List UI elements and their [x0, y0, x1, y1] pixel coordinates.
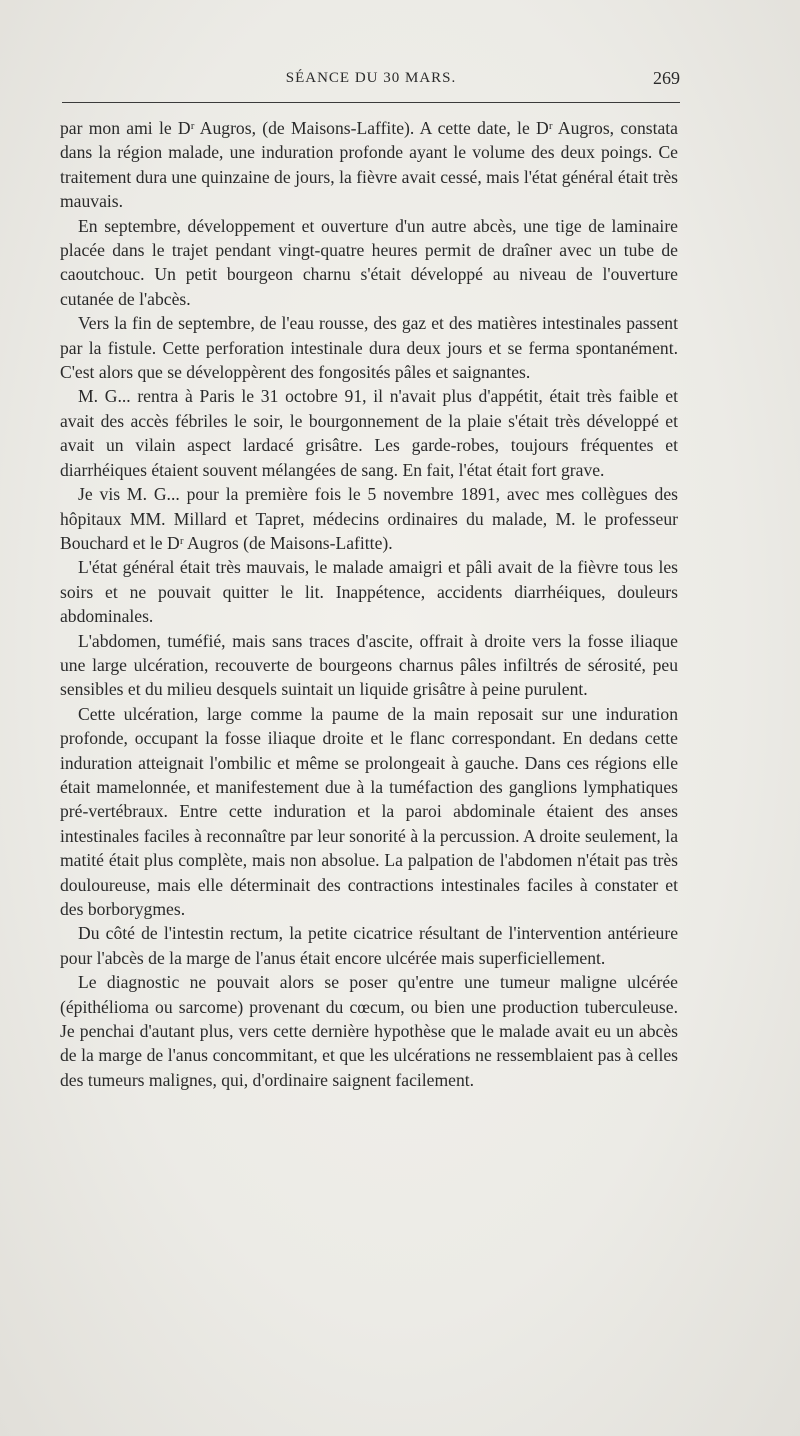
- paragraph: Le diagnostic ne pouvait alors se poser qu'entre une tumeur maligne ulcérée (épithélioma ou sarcome) provenant du cœcum, ou bien une production tuberculeuse. Je penchai d'autant plus, vers cette dernière hypothèse que le malade avait eu un abcès de la marge de l'anus concommitant, et que les ulcérations ne ressemblaient pas à celles des tumeurs malignes, qui, d'ordinaire saignent facilement.: [60, 972, 678, 1090]
- body-text: [60, 116, 678, 1092]
- paragraph: M. G... rentra à Paris le 31 octobre 91, il n'avait plus d'appétit, était très faible et avait des accès fébriles le soir, le bourgonnement de la plaie s'était très développé et avait un vilain aspect lardacé grisâtre. Les garde-robes, toujours fréquentes et diarrhéiques étaient souvent mélangées de sang. En fait, l'état était fort grave.: [60, 386, 678, 480]
- paragraph: Du côté de l'intestin rectum, la petite cicatrice résultant de l'intervention antérieure pour l'abcès de la marge de l'anus était encore ulcérée mais superficiellement.: [60, 923, 678, 968]
- running-head: SÉANCE DU 30 MARS.: [285, 70, 457, 86]
- header-rule: [62, 102, 680, 103]
- paragraph: Vers la fin de septembre, de l'eau rousse, des gaz et des matières intestinales passent par la fistule. Cette perforation intestinale dura deux jours et se ferma spontanément. C'est alors que se développèrent des fongosités pâles et saignantes.: [60, 313, 678, 383]
- paragraph: Cette ulcération, large comme la paume de la main reposait sur une induration profonde, occupant la fosse iliaque droite et le flanc correspondant. En dedans cette induration atteignait l'ombilic et même se prolongeait à gauche. Dans ces régions elle était mamelonnée, et manifestement due à la tuméfaction des ganglions lymphatiques pré-vertébraux. Entre cette induration et la paroi abdominale étaient des anses intestinales faciles à reconnaître par leur sonorité à la percussion. A droite seulement, la matité était plus complète, mais non absolue. La palpation de l'abdomen n'était pas très douloureuse, mais elle déterminait des contractions intestinales faciles à constater et des borborygmes.: [60, 703, 678, 919]
- paragraph: Je vis M. G... pour la première fois le 5 novembre 1891, avec mes collègues des hôpitaux MM. Millard et Tapret, médecins ordinaires du malade, M. le professeur Bouchard et le Dʳ Augros (de Maisons-Lafitte).: [60, 484, 678, 553]
- paragraph: par mon ami le Dʳ Augros, (de Maisons-Laffite). A cette date, le Dʳ Augros, constata dans la région malade, une induration profonde ayant le volume des deux poings. Ce traitement dura une quinzaine de jours, la fièvre avait cessé, mais l'état général était très mauvais.: [60, 118, 678, 212]
- paragraph: En septembre, développement et ouverture d'un autre abcès, une tige de laminaire placée dans le trajet pendant vingt-quatre heures permit de draîner avec un tube de caoutchouc. Un petit bourgeon charnu s'était développé au niveau de l'ouverture cutanée de l'abcès.: [60, 215, 678, 309]
- page-number: 269: [653, 68, 680, 88]
- paragraph: L'abdomen, tuméfié, mais sans traces d'ascite, offrait à droite vers la fosse iliaque une large ulcération, recouverte de bourgeons charnus pâles infiltrés de sérosité, peu sensibles et du milieu desquels suintait un liquide grisâtre à peine purulent.: [60, 630, 678, 700]
- paragraph: L'état général était très mauvais, le malade amaigri et pâli avait de la fièvre tous les soirs et ne pouvait quitter le lit. Inappétence, accidents diarrhéiques, douleurs abdominales.: [60, 557, 678, 627]
- page-header: [62, 66, 680, 90]
